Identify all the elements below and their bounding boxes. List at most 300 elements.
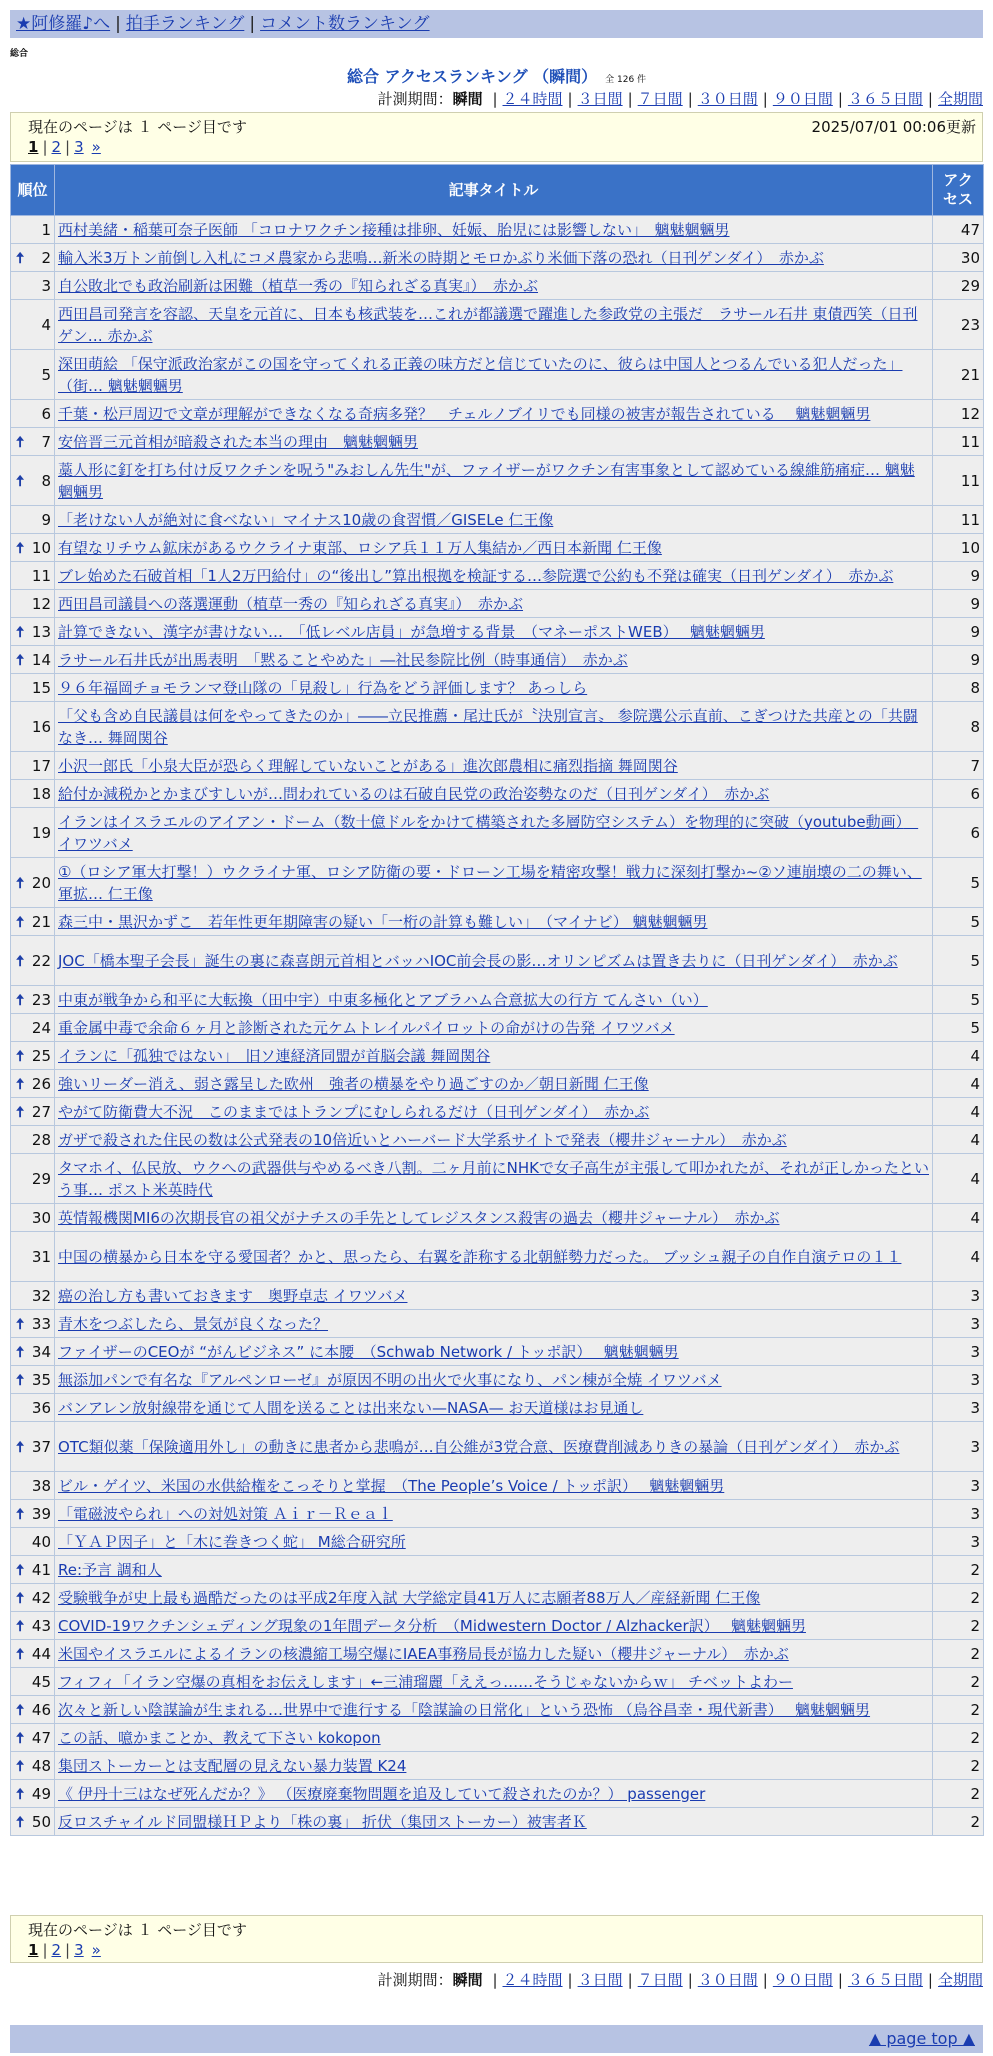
table-row [11, 1098, 984, 1126]
title-cell [55, 1338, 933, 1366]
rank-up-arrow-icon: 🠅 [16, 951, 25, 970]
total-count: 全 126 件 [605, 75, 647, 85]
table-row [11, 244, 984, 272]
title-cell [55, 702, 933, 752]
rank-number: 15 [31, 678, 51, 697]
period-separator: | [627, 1971, 633, 1989]
period-option[interactable]: ７日間 [637, 90, 683, 108]
table-row [11, 1752, 984, 1780]
rank-up-arrow-icon: 🠅 [16, 432, 25, 451]
table-row [11, 1612, 984, 1640]
article-link[interactable]: Re:予言 調和人 [58, 1560, 162, 1579]
table-row [11, 1070, 984, 1098]
article-link[interactable]: 西村美緒・稲葉可奈子医師 「コロナワクチン接種は排卵、妊娠、胎児には影響しない」 魑魅魍魎男 [58, 220, 730, 239]
page-info-bottom [10, 1915, 983, 1963]
access-count: 5 [933, 936, 984, 986]
ranking-table [10, 164, 984, 1836]
period-separator: | [492, 90, 498, 108]
article-link[interactable]: 「ＹＡＰ因子」と「木に巻きつく蛇」 M総合研究所 [58, 1532, 406, 1551]
pager-next[interactable]: » [91, 138, 101, 156]
rank-number: 42 [31, 1588, 51, 1607]
period-option[interactable]: ３０日間 [697, 1971, 758, 1989]
rank-cell [11, 350, 55, 400]
rank-number: 14 [31, 650, 51, 669]
rank-number: 19 [31, 823, 51, 842]
article-link[interactable]: COVID-19ワクチンシェディング現象の1年間データ分析 （Midwestern Doctor / Alzhacker訳） 魑魅魍魎男 [58, 1616, 806, 1635]
rank-number: 12 [31, 594, 51, 613]
article-link[interactable]: 有望なリチウム鉱床があるウクライナ東部、ロシア兵１１万人集結か／西日本新聞 仁王像 [58, 538, 662, 557]
rank-cell [11, 1310, 55, 1338]
rank-cell [11, 1422, 55, 1472]
rank-up-arrow-icon: 🠅 [16, 1046, 25, 1065]
article-link[interactable]: 次々と新しい陰謀論が生まれる…世界中で進行する「陰謀論の日常化」という恐怖 （烏谷昌幸・現代新書） 魑魅魍魎男 [58, 1700, 871, 1719]
article-link[interactable]: 青木をつぶしたら、景気が良くなった？ [58, 1314, 329, 1333]
period-separator: | [567, 90, 573, 108]
rank-number: 29 [31, 1169, 51, 1188]
article-link[interactable]: この話、噫かまことか、教えて下さい kokopon [58, 1728, 381, 1747]
rank-cell [11, 506, 55, 534]
rank-cell [11, 1014, 55, 1042]
article-link[interactable]: JOC「橋本聖子会長」誕生の裏に森喜朗元首相とバッハIOC前会長の影…オリンピズムは置き去りに（日刊ゲンダイ） 赤かぶ [58, 951, 898, 970]
pager-page-3[interactable]: 3 [74, 1941, 84, 1959]
article-link[interactable]: 「電磁波やられ」への対処対策 Ａｉｒ－Ｒｅａｌ [58, 1504, 393, 1523]
access-count: 12 [933, 400, 984, 428]
table-row [11, 506, 984, 534]
rank-number: 10 [31, 538, 51, 557]
rank-cell [11, 618, 55, 646]
rank-number: 7 [41, 432, 51, 451]
table-row [11, 428, 984, 456]
table-row [11, 1780, 984, 1808]
rank-up-arrow-icon: 🠅 [16, 1812, 25, 1831]
table-row [11, 908, 984, 936]
rank-cell [11, 1696, 55, 1724]
article-link[interactable]: ガザで殺された住民の数は公式発表の10倍近いとハーバード大学系サイトで発表（櫻井ジャーナル） 赤かぶ [58, 1130, 787, 1149]
period-separator: | [687, 1971, 693, 1989]
access-count: 2 [933, 1724, 984, 1752]
access-count: 4 [933, 1126, 984, 1154]
article-link[interactable]: 《 伊丹十三はなぜ死んだか？》 （医療廃棄物問題を追及していて殺されたのか？） passenger [58, 1784, 706, 1803]
rank-number: 47 [31, 1728, 51, 1747]
rank-cell [11, 1098, 55, 1126]
article-link[interactable]: 「父も含め自民議員は何をやってきたのか」――立民推薦・尾辻氏が〝決別宣言〟 参院選公示直前、こぎつけた共産との「共闘なき… 舞岡関谷 [58, 706, 918, 747]
pager-current: 1 [28, 138, 39, 156]
title-cell [55, 780, 933, 808]
access-count: 2 [933, 1780, 984, 1808]
rank-number: 30 [31, 1208, 51, 1227]
table-row [11, 1282, 984, 1310]
rank-cell [11, 1780, 55, 1808]
title-cell [55, 1808, 933, 1836]
period-option[interactable]: ３日間 [577, 90, 623, 108]
rank-cell [11, 646, 55, 674]
article-link[interactable]: 小沢一郎氏「小泉大臣が恐らく理解していないことがある」進次郎農相に痛烈指摘 舞岡関谷 [58, 756, 678, 775]
access-count: 3 [933, 1472, 984, 1500]
access-count: 47 [933, 216, 984, 244]
rank-number: 40 [31, 1532, 51, 1551]
title-cell [55, 562, 933, 590]
rank-up-arrow-icon: 🠅 [16, 1342, 25, 1361]
rank-cell [11, 1612, 55, 1640]
rank-cell [11, 1472, 55, 1500]
title-cell [55, 1422, 933, 1472]
period-option[interactable]: 全期間 [937, 90, 983, 108]
article-link[interactable]: 集団ストーカーとは支配層の見えない暴力装置 K24 [58, 1756, 407, 1775]
table-row [11, 534, 984, 562]
access-count: 3 [933, 1338, 984, 1366]
access-count: 8 [933, 702, 984, 752]
rank-number: 8 [41, 471, 51, 490]
rank-cell [11, 590, 55, 618]
rank-number: 1 [41, 220, 51, 239]
table-row [11, 1724, 984, 1752]
rank-number: 18 [31, 784, 51, 803]
article-link[interactable]: ビル・ゲイツ、米国の水供給権をこっそりと掌握 （The People’s Voice / トッポ訳） 魑魅魍魎男 [58, 1476, 725, 1495]
table-row [11, 1310, 984, 1338]
article-link[interactable]: イランはイスラエルのアイアン・ドーム（数十億ドルをかけて構築された多層防空システム）を物理的に突破（youtube動画） イワツバメ [58, 812, 919, 853]
table-row [11, 702, 984, 752]
title-cell [55, 400, 933, 428]
pager-page-2[interactable]: 2 [51, 138, 62, 156]
rank-cell [11, 244, 55, 272]
article-link[interactable]: 受験戦争が史上最も過酷だったのは平成2年度入試 大学総定員41万人に志願者88万人／産経新聞 仁王像 [58, 1588, 761, 1607]
article-link[interactable]: ラサール石井氏が出馬表明 「黙ることやめた」―社民参院比例（時事通信） 赤かぶ [58, 650, 628, 669]
access-count: 3 [933, 1528, 984, 1556]
period-label: 計測期間： [377, 1971, 453, 1989]
article-link[interactable]: ①（ロシア軍大打撃！）ウクライナ軍、ロシア防衛の要・ドローン工場を精密攻撃！戦力に深刻打撃か~②ソ連崩壊の二の舞い、軍拡… 仁王像 [58, 862, 922, 903]
article-link[interactable]: 無添加パンで有名な『アルペンローゼ』が原因不明の出火で火事になり、パン棟が全焼 イワツバメ [58, 1370, 722, 1389]
article-link[interactable]: 英情報機関MI6の次期長官の祖父がナチスの手先としてレジスタンス殺害の過去（櫻井ジャーナル） 赤かぶ [58, 1208, 780, 1227]
article-link[interactable]: 西田昌司議員への落選運動（植草一秀の『知られざる真実』） 赤かぶ [58, 594, 524, 613]
rank-number: 48 [31, 1756, 51, 1775]
article-link[interactable]: 強いリーダー消え、弱さ露呈した欧州 強者の横暴をやり過ごすのか／朝日新聞 仁王像 [58, 1074, 649, 1093]
pager-page-3[interactable]: 3 [74, 138, 84, 156]
title-cell [55, 1042, 933, 1070]
updated-timestamp: 2025/07/01 00:06更新 [811, 118, 976, 136]
period-option[interactable]: ９０日間 [772, 1971, 833, 1989]
access-count: 2 [933, 1612, 984, 1640]
header-title: 記事タイトル [55, 165, 933, 216]
title-cell [55, 858, 933, 908]
period-option[interactable]: ２４時間 [502, 90, 563, 108]
title-cell [55, 1394, 933, 1422]
pager-current: 1 [28, 1941, 39, 1959]
article-link[interactable]: バンアレン放射線帯を通じて人間を送ることは出来ない—NASA— お天道様はお見通し [58, 1398, 644, 1417]
rank-number: 20 [31, 873, 51, 892]
title-cell [55, 808, 933, 858]
table-row [11, 1232, 984, 1282]
rank-number: 2 [41, 248, 51, 267]
access-count: 21 [933, 350, 984, 400]
rank-cell [11, 752, 55, 780]
access-count: 4 [933, 1098, 984, 1126]
title-cell [55, 1584, 933, 1612]
rank-number: 34 [31, 1342, 51, 1361]
article-link[interactable]: 計算できない、漢字が書けない… 「低レベル店員」が急増する背景 （マネーポストWEB） 魑魅魍魎男 [58, 622, 765, 641]
table-header-row [11, 165, 984, 216]
rank-cell [11, 1338, 55, 1366]
rank-cell [11, 272, 55, 300]
access-count: 9 [933, 590, 984, 618]
rank-up-arrow-icon: 🠅 [16, 1370, 25, 1389]
rank-number: 50 [31, 1812, 51, 1831]
period-separator: | [837, 90, 843, 108]
title-cell [55, 674, 933, 702]
rank-up-arrow-icon: 🠅 [16, 1314, 25, 1333]
article-link[interactable]: 米国やイスラエルによるイランの核濃縮工場空爆にIAEA事務局長が協力した疑い（櫻井ジャーナル） 赤かぶ [58, 1644, 789, 1663]
access-count: 4 [933, 1154, 984, 1204]
table-row [11, 1528, 984, 1556]
rank-cell [11, 1042, 55, 1070]
rank-cell [11, 1154, 55, 1204]
page-top-link[interactable]: ▲ page top ▲ [868, 2029, 975, 2048]
rank-number: 5 [41, 365, 51, 384]
period-separator: | [927, 1971, 933, 1989]
period-option[interactable]: ３０日間 [697, 90, 758, 108]
rank-number: 13 [31, 622, 51, 641]
page-position: 現在のページは １ ページ目です [28, 1921, 247, 1939]
title-cell [55, 272, 933, 300]
rank-cell [11, 1394, 55, 1422]
period-option[interactable]: ２４時間 [502, 1971, 563, 1989]
header-rank: 順位 [11, 165, 55, 216]
title-cell [55, 1098, 933, 1126]
rank-up-arrow-icon: 🠅 [16, 1700, 25, 1719]
page-position: 現在のページは １ ページ目です [28, 118, 247, 136]
table-row [11, 590, 984, 618]
article-link[interactable]: 中東が戦争から和平に大転換（田中宇）中東多極化とアブラハム合意拡大の行方 てんさい（い） [58, 990, 708, 1009]
rank-cell [11, 1584, 55, 1612]
period-option[interactable]: ３日間 [577, 1971, 623, 1989]
article-link[interactable]: 癌の治し方も書いておきます 奥野卓志 イワツバメ [58, 1286, 408, 1305]
title-cell [55, 646, 933, 674]
table-row [11, 986, 984, 1014]
rank-cell [11, 780, 55, 808]
access-count: 3 [933, 1366, 984, 1394]
nav-link-applause-ranking[interactable]: 拍手ランキング [125, 14, 245, 34]
rank-number: 35 [31, 1370, 51, 1389]
rank-number: 26 [31, 1074, 51, 1093]
article-link[interactable]: 深田萌絵 「保守派政治家がこの国を守ってくれる正義の味方だと信じていたのに、彼らは中国人とつるんでいる犯人だった」（街… 魑魅魍魎男 [58, 354, 903, 395]
article-link[interactable]: OTC類似薬「保険適用外し」の動きに患者から悲鳴が…自公維が3党合意、医療費削減ありきの暴論（日刊ゲンダイ） 赤かぶ [58, 1437, 900, 1456]
rank-cell [11, 1500, 55, 1528]
period-option[interactable]: ７日間 [637, 1971, 683, 1989]
title-cell [55, 936, 933, 986]
table-row [11, 1808, 984, 1836]
article-link[interactable]: 森三中・黒沢かずこ 若年性更年期障害の疑い「一桁の計算も難しい」 （マイナビ） 魑魅魍魎男 [58, 912, 708, 931]
article-link[interactable]: 輸入米3万トン前倒し入札にコメ農家から悲鳴…新米の時期とモロかぶり米価下落の恐れ（日刊ゲンダイ） 赤かぶ [58, 248, 824, 267]
table-row [11, 456, 984, 506]
rank-up-arrow-icon: 🠅 [16, 1616, 25, 1635]
title-cell [55, 1232, 933, 1282]
access-count: 4 [933, 1042, 984, 1070]
access-count: 9 [933, 646, 984, 674]
table-row [11, 1126, 984, 1154]
access-count: 11 [933, 456, 984, 506]
table-row [11, 400, 984, 428]
table-row [11, 272, 984, 300]
nav-link-home[interactable]: ★阿修羅♪へ [16, 14, 111, 34]
title-cell [55, 1612, 933, 1640]
article-link[interactable]: ファイザーのCEOが “がんビジネス” に本腰 （Schwab Network / トッポ訳） 魑魅魍魎男 [58, 1342, 679, 1361]
article-link[interactable]: フィフィ「イラン空爆の真相をお伝えします」←三浦瑠麗「ええっ……そうじゃないからｗ」 チベットよわー [58, 1672, 793, 1691]
table-row [11, 1696, 984, 1724]
table-row [11, 1394, 984, 1422]
article-link[interactable]: 安倍晋三元首相が暗殺された本当の理由 魑魅魍魎男 [58, 432, 419, 451]
rank-number: 16 [31, 717, 51, 736]
access-count: 2 [933, 1584, 984, 1612]
pager-page-2[interactable]: 2 [51, 1941, 62, 1959]
title-cell [55, 1366, 933, 1394]
title-cell [55, 534, 933, 562]
access-count: 5 [933, 858, 984, 908]
period-current: 瞬間 [452, 90, 483, 108]
title-cell [55, 986, 933, 1014]
rank-cell [11, 1640, 55, 1668]
pager-next[interactable]: » [91, 1941, 101, 1959]
title-cell [55, 1310, 933, 1338]
period-current: 瞬間 [452, 1971, 483, 1989]
rank-cell [11, 1668, 55, 1696]
rank-up-arrow-icon: 🠅 [16, 1074, 25, 1093]
title-cell [55, 456, 933, 506]
access-count: 9 [933, 618, 984, 646]
rank-cell [11, 1232, 55, 1282]
article-link[interactable]: 重金属中毒で余命６ヶ月と診断された元ケムトレイルパイロットの命がけの告発 イワツバメ [58, 1018, 675, 1037]
access-count: 2 [933, 1668, 984, 1696]
rank-number: 4 [41, 315, 51, 334]
bottom-bar [10, 2025, 983, 2053]
title-cell [55, 618, 933, 646]
access-count: 4 [933, 1204, 984, 1232]
rank-number: 44 [31, 1644, 51, 1663]
article-link[interactable]: タマホイ、仏民放、ウクへの武器供与やめるべき八割。二ヶ月前にNHKで女子高生が主張して叩かれたが、それが正しかったという事… ポスト米英時代 [58, 1158, 929, 1199]
rank-number: 25 [31, 1046, 51, 1065]
access-count: 5 [933, 908, 984, 936]
rank-number: 22 [31, 951, 51, 970]
table-row [11, 858, 984, 908]
title-cell [55, 1204, 933, 1232]
rank-cell [11, 1528, 55, 1556]
table-row [11, 752, 984, 780]
period-option[interactable]: ９０日間 [772, 90, 833, 108]
page-info-top [10, 112, 983, 162]
rank-cell [11, 1282, 55, 1310]
article-link[interactable]: やがて防衛費大不況 このままではトランプにむしられるだけ（日刊ゲンダイ） 赤かぶ [58, 1102, 650, 1121]
period-selector-bottom [378, 1969, 983, 1990]
nav-link-comment-ranking[interactable]: コメント数ランキング [260, 14, 430, 34]
table-row [11, 562, 984, 590]
period-separator: | [837, 1971, 843, 1989]
period-separator: | [627, 90, 633, 108]
article-link[interactable]: 給付か減税かとかまびすしいが…問われているのは石破自民党の政治姿勢なのだ（日刊ゲンダイ） 赤かぶ [58, 784, 770, 803]
article-link[interactable]: 中国の横暴から日本を守る愛国者？かと、思ったら、右翼を詐称する北朝鮮勢力だった。 ブッシュ親子の自作自演テロの１１ [58, 1247, 902, 1266]
period-option[interactable]: ３６５日間 [847, 1971, 923, 1989]
rank-number: 17 [31, 756, 51, 775]
rank-up-arrow-icon: 🠅 [16, 622, 25, 641]
access-count: 3 [933, 1394, 984, 1422]
rank-cell [11, 1724, 55, 1752]
rank-cell [11, 986, 55, 1014]
pager-bottom: 1 | 2 | 3 » [28, 1941, 101, 1959]
title-cell [55, 752, 933, 780]
access-count: 2 [933, 1640, 984, 1668]
article-link[interactable]: ブレ始めた石破首相「1人2万円給付」の“後出し”算出根拠を検証する…参院選で公約も不発は確実（日刊ゲンダイ） 赤かぶ [58, 566, 894, 585]
rank-number: 36 [31, 1398, 51, 1417]
access-count: 3 [933, 1282, 984, 1310]
period-separator: | [567, 1971, 573, 1989]
access-count: 9 [933, 562, 984, 590]
rank-up-arrow-icon: 🠅 [16, 873, 25, 892]
rank-cell [11, 1126, 55, 1154]
table-row [11, 1366, 984, 1394]
access-count: 8 [933, 674, 984, 702]
article-link[interactable]: 「老けない人が絶対に食べない」マイナス10歳の食習慣／GISELe 仁王像 [58, 510, 554, 529]
rank-up-arrow-icon: 🠅 [16, 471, 25, 490]
rank-up-arrow-icon: 🠅 [16, 1756, 25, 1775]
pager-top: 1 | 2 | 3 » [28, 138, 101, 156]
access-count: 4 [933, 1070, 984, 1098]
table-row [11, 1422, 984, 1472]
top-nav [10, 10, 983, 38]
title-cell [55, 216, 933, 244]
title-cell [55, 1752, 933, 1780]
rank-up-arrow-icon: 🠅 [16, 1728, 25, 1747]
rank-cell [11, 1752, 55, 1780]
rank-number: 6 [41, 404, 51, 423]
rank-cell [11, 858, 55, 908]
article-link[interactable]: 千葉・松戸周辺で文章が理解ができなくなる奇病多発？ チェルノブイリでも同様の被害が報告されている 魑魅魍魎男 [58, 404, 871, 423]
rank-cell [11, 1070, 55, 1098]
table-row [11, 1584, 984, 1612]
access-count: 6 [933, 780, 984, 808]
table-row [11, 1042, 984, 1070]
title-cell [55, 1724, 933, 1752]
access-count: 11 [933, 428, 984, 456]
category-label: 総合 [10, 49, 29, 59]
rank-number: 24 [31, 1018, 51, 1037]
article-link[interactable]: ９６年福岡チョモランマ登山隊の「見殺し」行為をどう評価します？ あっしら [58, 678, 588, 697]
rank-number: 38 [31, 1476, 51, 1495]
access-count: 2 [933, 1752, 984, 1780]
article-link[interactable]: 西田昌司発言を容認、天皇を元首に、日本も核武装を…これが都議選で躍進した参政党の主張だ ラサール石井 東債西笑（日刊ゲン… 赤かぶ [58, 304, 918, 345]
period-separator: | [492, 1971, 498, 1989]
period-separator: | [927, 90, 933, 108]
rank-number: 45 [31, 1672, 51, 1691]
rank-cell [11, 216, 55, 244]
access-count: 2 [933, 1556, 984, 1584]
period-option[interactable]: ３６５日間 [847, 90, 923, 108]
title-cell [55, 1668, 933, 1696]
rank-up-arrow-icon: 🠅 [16, 538, 25, 557]
table-row [11, 1640, 984, 1668]
access-count: 30 [933, 244, 984, 272]
article-link[interactable]: 藁人形に釘を打ち付け反ワクチンを呪う"みおしん先生"が、ファイザーがワクチン有害事象として認めている線維筋痛症… 魑魅魍魎男 [58, 460, 915, 501]
rank-cell [11, 400, 55, 428]
access-count: 2 [933, 1808, 984, 1836]
period-selector-top [378, 88, 983, 109]
article-link[interactable]: 自公敗北でも政治刷新は困難（植草一秀の『知られざる真実』） 赤かぶ [58, 276, 539, 295]
title-cell [55, 1780, 933, 1808]
article-link[interactable]: 反ロスチャイルド同盟様ＨＰより「株の裏」 折伏（集団ストーカー）被害者Ｋ [58, 1812, 587, 1831]
rank-number: 32 [31, 1286, 51, 1305]
article-link[interactable]: イランに「孤独ではない」 旧ソ連経済同盟が首脳会議 舞岡関谷 [58, 1046, 491, 1065]
rank-number: 41 [31, 1560, 51, 1579]
rank-number: 28 [31, 1130, 51, 1149]
table-row [11, 350, 984, 400]
period-option[interactable]: 全期間 [937, 1971, 983, 1989]
access-count: 5 [933, 1014, 984, 1042]
